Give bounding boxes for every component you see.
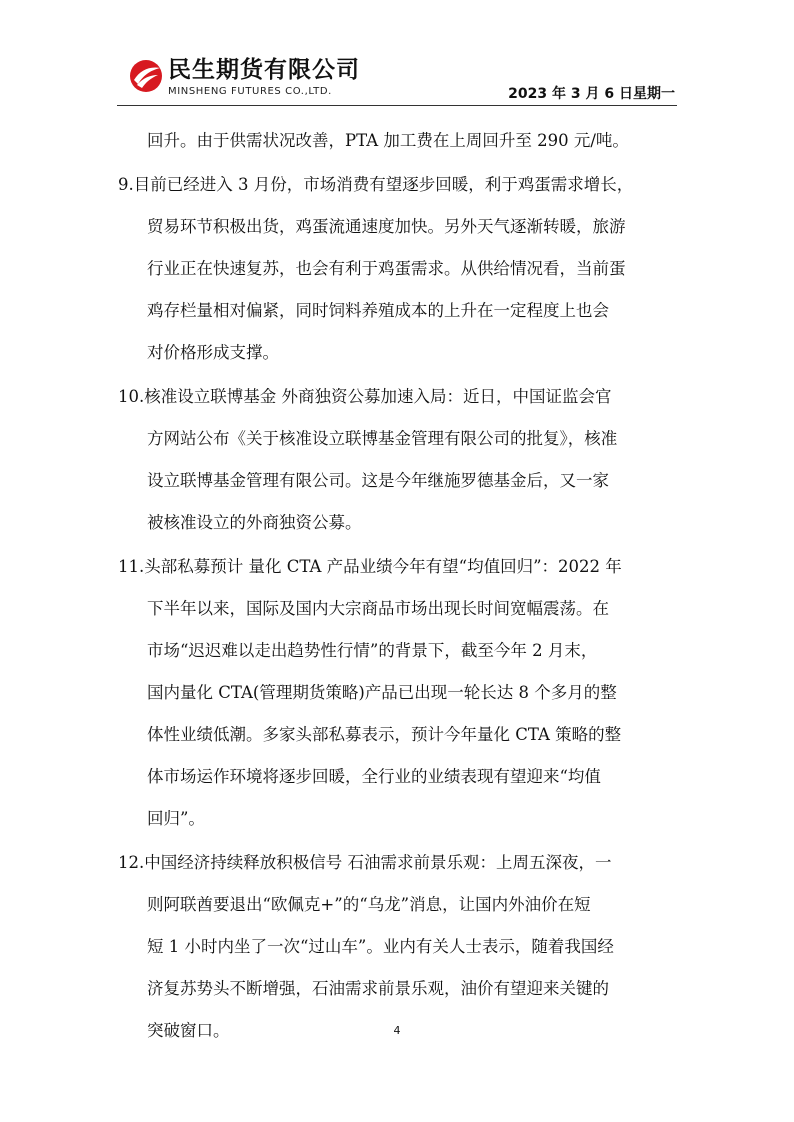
header-divider: [117, 105, 677, 106]
item-line: 下半年以来，国际及国内大宗商品市场出现长时间宽幅震荡。在: [147, 599, 609, 618]
item-line: 被核准设立的外商独资公募。: [147, 513, 362, 532]
item-line: 对价格形成支撑。: [147, 343, 279, 362]
item-line: 体性业绩低潮。多家头部私募表示，预计今年量化 CTA 策略的整: [147, 725, 622, 744]
page-number: 4: [393, 1024, 401, 1037]
news-item-9: [118, 164, 678, 374]
item-line: 12.中国经济持续释放积极信号 石油需求前景乐观：上周五深夜，一: [118, 853, 612, 872]
item-number: 12.: [118, 853, 145, 872]
page-header: [0, 0, 794, 110]
company-name-cn: 民生期货有限公司: [168, 57, 360, 83]
item-line: 济复苏势头不断增强，石油需求前景乐观，油价有望迎来关键的: [147, 979, 609, 998]
news-item-10: [118, 376, 678, 544]
item-line: 方网站公布《关于核准设立联博基金管理有限公司的批复》，核准: [147, 429, 618, 448]
item-line: 行业正在快速复苏，也会有利于鸡蛋需求。从供给情况看，当前蛋: [147, 259, 626, 278]
company-name-en: MINSHENG FUTURES CO.,LTD.: [168, 86, 332, 97]
minsheng-logo-icon: [128, 58, 164, 94]
item-line: 则阿联酋要退出“欧佩克+”的“乌龙”消息，让国内外油价在短: [147, 895, 591, 914]
item-line: 国内量化 CTA(管理期货策略)产品已出现一轮长达 8 个多月的整: [147, 683, 617, 702]
item-line: 回归”。: [147, 809, 205, 828]
item-line: 设立联博基金管理有限公司。这是今年继施罗德基金后，又一家: [147, 471, 609, 490]
item-line: 短 1 小时内坐了一次“过山车”。业内有关人士表示，随着我国经: [147, 937, 614, 956]
item-line: 鸡存栏量相对偏紧，同时饲料养殖成本的上升在一定程度上也会: [147, 301, 609, 320]
item-line: 突破窗口。: [147, 1021, 230, 1040]
news-item-12: [118, 842, 678, 1052]
item-number: 10.: [118, 387, 145, 406]
item-line: 10.核准设立联博基金 外商独资公募加速入局：近日，中国证监会官: [118, 387, 612, 406]
item-line: 贸易环节积极出货，鸡蛋流通速度加快。另外天气逐渐转暖，旅游: [147, 217, 626, 236]
news-item-11: [118, 546, 678, 840]
report-date: 2023 年 3 月 6 日星期一: [508, 86, 675, 102]
item-line: 9.目前已经进入 3 月份，市场消费有望逐步回暖，利于鸡蛋需求增长，: [118, 175, 634, 194]
item-number: 9.: [118, 175, 134, 194]
document-body: [118, 120, 678, 1052]
continuation-text: 回升。由于供需状况改善，PTA 加工费在上周回升至 290 元/吨。: [147, 131, 629, 150]
item-number: 11.: [118, 557, 145, 576]
item-line: 体市场运作环境将逐步回暖，全行业的业绩表现有望迎来“均值: [147, 767, 601, 786]
item-line: 市场“迟迟难以走出趋势性行情”的背景下，截至今年 2 月末，: [147, 641, 598, 660]
item-line: 11.头部私募预计 量化 CTA 产品业绩今年有望“均值回归”：2022 年: [118, 557, 622, 576]
